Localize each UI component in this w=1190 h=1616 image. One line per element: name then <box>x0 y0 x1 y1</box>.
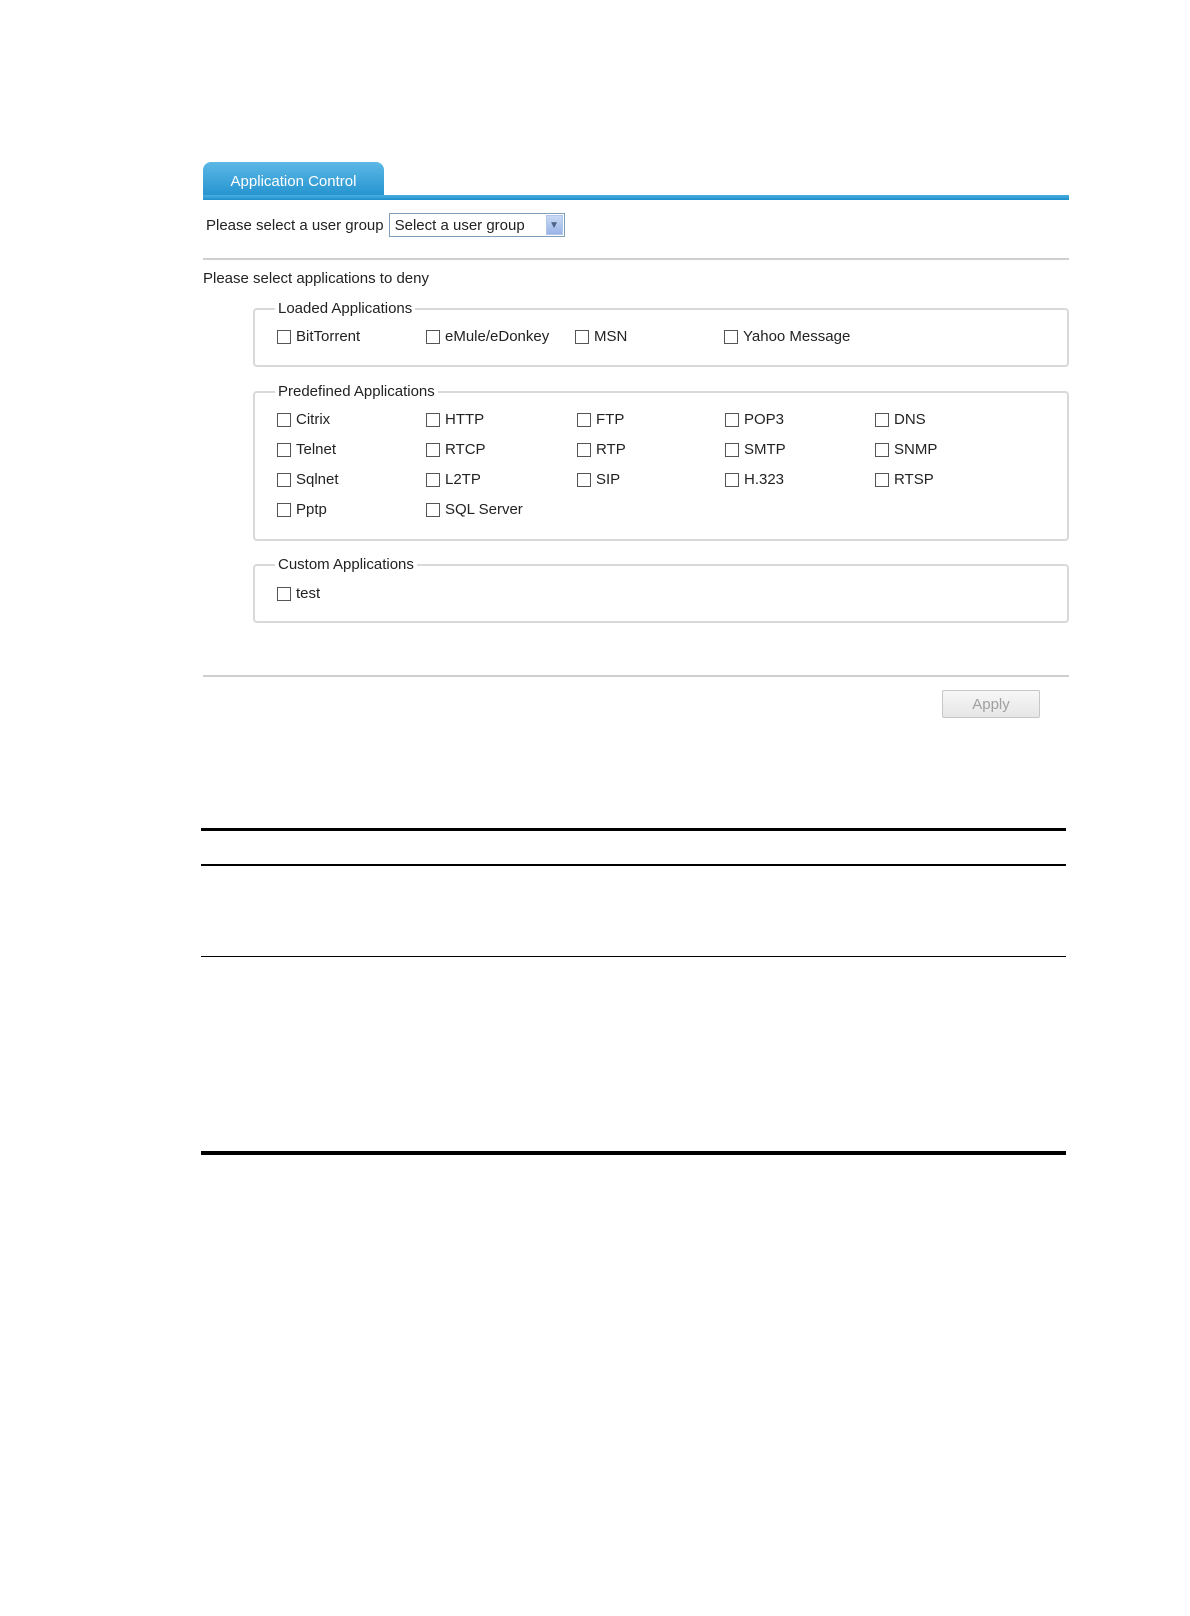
checkbox-citrix[interactable] <box>277 411 330 428</box>
checkbox-label: eMule/eDonkey <box>445 328 550 345</box>
checkbox-rtcp[interactable] <box>426 441 486 458</box>
checkbox-box[interactable] <box>426 473 440 487</box>
checkbox-label: RTSP <box>894 471 934 488</box>
checkbox-pop3[interactable] <box>725 411 784 428</box>
checkbox-bittorrent[interactable] <box>277 328 360 345</box>
checkbox-label: Yahoo Message <box>743 328 851 345</box>
predefined-applications-group <box>253 383 1069 541</box>
checkbox-label: POP3 <box>744 411 785 428</box>
checkbox-label: FTP <box>596 411 625 428</box>
checkbox-label: DNS <box>894 411 926 428</box>
checkbox-sql-server[interactable] <box>426 501 523 518</box>
checkbox-emule-edonkey[interactable] <box>426 328 549 345</box>
user-group-select[interactable] <box>389 213 565 237</box>
checkbox-label: RTP <box>596 441 626 458</box>
checkbox-box[interactable] <box>277 443 291 457</box>
checkbox-h323[interactable] <box>725 471 784 488</box>
table-bottom-rule <box>201 1151 1066 1155</box>
checkbox-box[interactable] <box>577 473 591 487</box>
checkbox-box[interactable] <box>426 330 440 344</box>
checkbox-box[interactable] <box>426 443 440 457</box>
checkbox-box[interactable] <box>577 413 591 427</box>
checkbox-box[interactable] <box>277 330 291 344</box>
predefined-applications-title: Predefined Applications <box>278 383 435 400</box>
checkbox-label: Sqlnet <box>296 471 339 488</box>
custom-applications-group <box>253 556 1069 623</box>
checkbox-label: L2TP <box>445 471 481 488</box>
checkbox-label: MSN <box>594 328 628 345</box>
checkbox-rtsp[interactable] <box>875 471 934 488</box>
checkbox-ftp[interactable] <box>577 411 624 428</box>
tab-underline <box>203 195 1069 200</box>
loaded-applications-title: Loaded Applications <box>278 300 413 317</box>
chevron-down-icon[interactable]: ▼ <box>546 215 563 235</box>
table-top-rule <box>201 828 1066 831</box>
checkbox-label: test <box>296 585 321 602</box>
checkbox-label: SQL Server <box>445 501 523 518</box>
checkbox-box[interactable] <box>725 413 739 427</box>
checkbox-http[interactable] <box>426 411 484 428</box>
deny-applications-label: Please select applications to deny <box>203 270 429 287</box>
checkbox-box[interactable] <box>875 413 889 427</box>
checkbox-box[interactable] <box>875 443 889 457</box>
tab-label: Application Control <box>230 172 357 190</box>
divider-bottom <box>203 675 1069 677</box>
checkbox-label: RTCP <box>445 441 486 458</box>
checkbox-box[interactable] <box>724 330 738 344</box>
checkbox-label: BitTorrent <box>296 328 361 345</box>
checkbox-box[interactable] <box>426 503 440 517</box>
checkbox-pptp[interactable] <box>277 501 327 518</box>
checkbox-smtp[interactable] <box>725 441 786 458</box>
checkbox-label: Citrix <box>296 411 331 428</box>
checkbox-label: SNMP <box>894 441 938 458</box>
checkbox-snmp[interactable] <box>875 441 937 458</box>
checkbox-box[interactable] <box>725 443 739 457</box>
checkbox-box[interactable] <box>725 473 739 487</box>
checkbox-box[interactable] <box>426 413 440 427</box>
checkbox-sqlnet[interactable] <box>277 471 339 488</box>
checkbox-label: Telnet <box>296 441 337 458</box>
divider <box>203 258 1069 260</box>
checkbox-box[interactable] <box>577 443 591 457</box>
checkbox-box[interactable] <box>875 473 889 487</box>
checkbox-rtp[interactable] <box>577 441 626 458</box>
checkbox-telnet[interactable] <box>277 441 336 458</box>
checkbox-box[interactable] <box>277 413 291 427</box>
checkbox-label: H.323 <box>744 471 785 488</box>
table-row-rule <box>201 956 1066 957</box>
user-group-row <box>206 212 565 238</box>
user-group-selected-value: Select a user group <box>394 216 525 234</box>
apply-button[interactable]: Apply <box>942 690 1040 718</box>
checkbox-l2tp[interactable] <box>426 471 481 488</box>
checkbox-box[interactable] <box>277 587 291 601</box>
user-group-label: Please select a user group <box>206 216 384 234</box>
checkbox-yahoo-message[interactable] <box>724 328 850 345</box>
checkbox-sip[interactable] <box>577 471 620 488</box>
checkbox-test[interactable] <box>277 585 320 602</box>
checkbox-label: HTTP <box>445 411 485 428</box>
custom-applications-title: Custom Applications <box>278 556 414 573</box>
checkbox-box[interactable] <box>277 503 291 517</box>
checkbox-box[interactable] <box>575 330 589 344</box>
loaded-applications-group <box>253 300 1069 367</box>
checkbox-label: SMTP <box>744 441 786 458</box>
checkbox-label: Pptp <box>296 501 327 518</box>
checkbox-dns[interactable] <box>875 411 926 428</box>
checkbox-label: SIP <box>596 471 621 488</box>
checkbox-msn[interactable] <box>575 328 627 345</box>
checkbox-box[interactable] <box>277 473 291 487</box>
table-header-rule <box>201 864 1066 866</box>
